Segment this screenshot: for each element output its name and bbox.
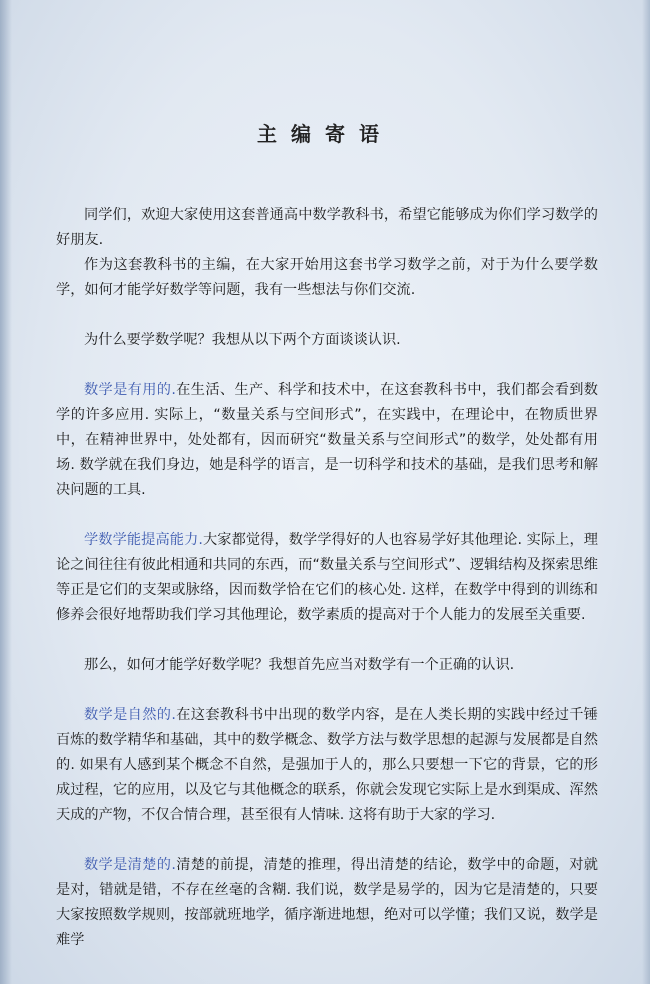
paragraph-clear [56, 853, 598, 953]
paragraph-ability [56, 528, 598, 628]
text-ability: 大家都觉得，数学学得好的人也容易学好其他理论. 实际上，理论之间往往有彼此相通和共同的东西，而“数量关系与空间形式”、逻辑结构及探索思维等正是它们的支架或脉络，因而数学恰在它们的核心处. 这样，在数学中得到的训练和修养会很好地帮助我们学习其他理论，数学素质的提高对于个人能力的发展至关重要. [56, 532, 598, 623]
body-text [56, 203, 598, 953]
heading-clear: 数学是清楚的. [84, 857, 176, 873]
page-edge-shadow-right [642, 0, 650, 984]
paragraph-useful [56, 378, 598, 503]
heading-ability: 学数学能提高能力. [84, 532, 203, 548]
page-title: 主编寄语 [257, 122, 393, 146]
paragraph-why-question: 为什么要学数学呢？我想从以下两个方面谈谈认识. [84, 332, 401, 348]
text-useful: 在生活、生产、科学和技术中，在这套教科书中，我们都会看到数学的许多应用. 实际上，“数量关系与空间形式”，在实践中，在理论中，在物质世界中，在精神世界中，处处都有，因而研究“数量关系与空间形式”的数学，处处都有用场. 数学就在我们身边，她是科学的语言，是一切科学和技术的基础，是我们思考和解决问题的工具. [56, 382, 598, 498]
paragraph-natural [56, 703, 598, 828]
paragraph-intro: 作为这套教科书的主编，在大家开始用这套书学习数学之前，对于为什么要学数学，如何才能学好数学等问题，我有一些想法与你们交流. [56, 257, 598, 298]
text-natural: 在这套教科书中出现的数学内容，是在人类长期的实践中经过千锤百炼的数学精华和基础，其中的数学概念、数学方法与数学思想的起源与发展都是自然的. 如果有人感到某个概念不自然，是强加于人的，那么只要想一下它的背景，它的形成过程，它的应用，以及它与其他概念的联系，你就会发现它实际上是水到渠成、浑然天成的产物，不仅合情合理，甚至很有人情味. 这将有助于大家的学习. [56, 707, 598, 823]
heading-useful: 数学是有用的. [84, 382, 176, 398]
paragraph-greeting: 同学们，欢迎大家使用这套普通高中数学教科书，希望它能够成为你们学习数学的好朋友. [56, 207, 598, 248]
paragraph-how-question: 那么，如何才能学好数学呢？我想首先应当对数学有一个正确的认识. [84, 657, 515, 673]
page-edge-shadow-left [0, 0, 12, 984]
text-clear: 清楚的前提，清楚的推理，得出清楚的结论，数学中的命题，对就是对，错就是错，不存在丝毫的含糊. 我们说，数学是易学的，因为它是清楚的，只要大家按照数学规则，按部就班地学，循序渐进地想，绝对可以学懂；我们又说，数学是难学 [56, 857, 598, 948]
heading-natural: 数学是自然的. [84, 707, 176, 723]
